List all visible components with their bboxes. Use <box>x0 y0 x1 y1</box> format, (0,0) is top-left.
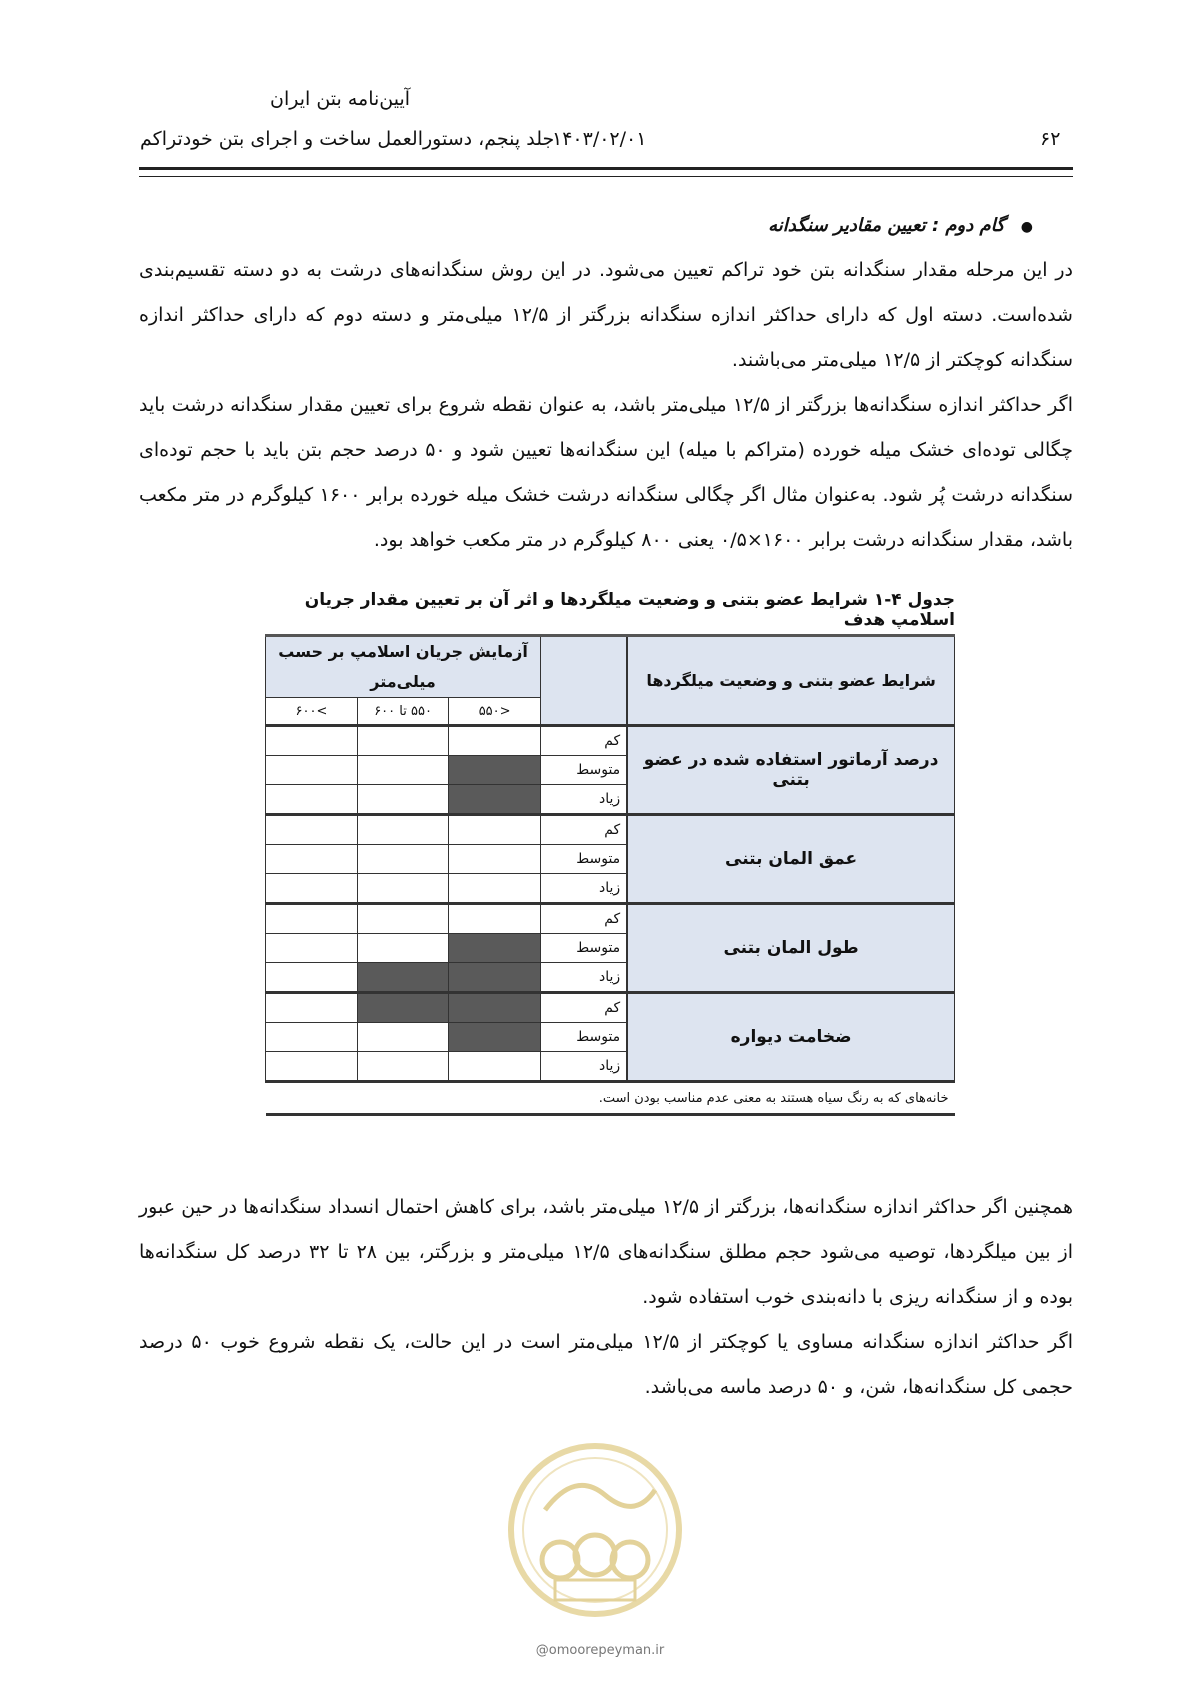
level-cell: متوسط <box>541 1023 628 1052</box>
suitable-cell <box>266 904 358 934</box>
suitable-cell <box>449 845 541 874</box>
level-cell: متوسط <box>541 756 628 785</box>
table-row <box>266 726 955 756</box>
level-cell: زیاد <box>541 1052 628 1082</box>
suitable-cell <box>266 756 358 785</box>
condition-cell: درصد آرماتور استفاده شده در عضو بتنی <box>627 726 954 815</box>
step-heading-line <box>139 204 1073 248</box>
suitable-cell <box>449 874 541 904</box>
level-cell: کم <box>541 815 628 845</box>
slump-range-header: >۶۰۰ <box>266 698 358 726</box>
condition-column-header: شرایط عضو بتنی و وضعیت میلگردها <box>627 636 954 726</box>
unsuitable-cell <box>449 934 541 963</box>
table-row <box>266 815 955 845</box>
unsuitable-cell <box>449 1023 541 1052</box>
suitable-cell <box>266 785 358 815</box>
unsuitable-cell <box>357 993 448 1023</box>
level-cell: کم <box>541 904 628 934</box>
table-row <box>266 904 955 934</box>
table-header-row <box>266 636 955 698</box>
slump-flow-table <box>265 634 955 1116</box>
suitable-cell <box>266 1023 358 1052</box>
unsuitable-cell <box>357 963 448 993</box>
suitable-cell <box>357 756 448 785</box>
level-cell: زیاد <box>541 963 628 993</box>
unsuitable-cell <box>449 756 541 785</box>
suitable-cell <box>357 934 448 963</box>
header-divider <box>139 167 1073 177</box>
gear-seal-logo-icon <box>505 1440 685 1620</box>
unsuitable-cell <box>449 963 541 993</box>
paragraph: اگر حداکثر اندازه سنگدانه‌ها بزرگتر از ۱۲/۵ میلی‌متر باشد، به عنوان نقطه شروع برای تعیین مقدار سنگدانه درشت باید چگالی توده‌ای خشک میله خورده (متراکم با میله) این سنگدانه‌ها تعیین شود و ۵۰ درصد حجم بتن باید با حجم توده‌ای سنگدانه درشت پُر شود. به‌عنوان مثال اگر چگالی سنگدانه درشت خشک میله خورده برابر ۱۶۰۰ کیلوگرم در متر مکعب باشد، مقدار سنگدانه درشت برابر ۱۶۰۰×۰/۵ یعنی ۸۰۰ کیلوگرم در متر مکعب خواهد بود. <box>139 394 1074 551</box>
suitable-cell <box>266 1052 358 1082</box>
condition-cell: عمق المان بتنی <box>627 815 954 904</box>
suitable-cell <box>266 874 358 904</box>
table-caption: جدول ۴-۱ شرایط عضو بتنی و وضعیت میلگردها و اثر آن بر تعیین مقدار جریان اسلامپ هدف <box>304 590 955 630</box>
suitable-cell <box>266 845 358 874</box>
suitable-cell <box>357 1023 448 1052</box>
level-cell: کم <box>541 726 628 756</box>
table-body <box>266 726 955 1082</box>
table-note-row <box>266 1082 955 1115</box>
document-date: ۱۴۰۳/۰۲/۰۱ <box>552 128 647 150</box>
suitable-cell <box>357 726 448 756</box>
suitable-cell <box>357 845 448 874</box>
bullet-icon: ● <box>1020 219 1033 235</box>
suitable-cell <box>449 1052 541 1082</box>
document-subtitle: جلد پنجم، دستورالعمل ساخت و اجرای بتن خودتراکم <box>140 128 555 150</box>
page-number: ۶۲ <box>1040 128 1061 150</box>
level-cell: متوسط <box>541 845 628 874</box>
page-header <box>0 0 1191 180</box>
suitable-cell <box>266 993 358 1023</box>
slump-range-header: ۵۵۰ تا ۶۰۰ <box>357 698 448 726</box>
suitable-cell <box>266 934 358 963</box>
paragraph: همچنین اگر حداکثر اندازه سنگدانه‌ها، بزرگتر از ۱۲/۵ میلی‌متر باشد، برای کاهش احتمال انسداد سنگدانه‌ها در حین عبور از بین میلگردها، توصیه می‌شود حجم مطلق سنگدانه‌های ۱۲/۵ میلی‌متر و بزرگتر، بین ۲۸ تا ۳۲ درصد کل سنگدانه‌ها بوده و از سنگدانه ریزی با دانه‌بندی خوب استفاده شود. <box>139 1196 1073 1308</box>
level-cell: زیاد <box>541 785 628 815</box>
level-cell: زیاد <box>541 874 628 904</box>
suitable-cell <box>357 874 448 904</box>
suitable-cell <box>357 785 448 815</box>
section-aggregate-notes <box>139 1185 1073 1410</box>
condition-cell: ضخامت دیواره <box>627 993 954 1082</box>
unsuitable-cell <box>449 785 541 815</box>
suitable-cell <box>357 815 448 845</box>
suitable-cell <box>266 815 358 845</box>
suitable-cell <box>449 815 541 845</box>
suitable-cell <box>357 1052 448 1082</box>
suitable-cell <box>449 726 541 756</box>
table-note: خانه‌های که به رنگ سیاه هستند به معنی عدم مناسب بودن است. <box>266 1082 955 1115</box>
suitable-cell <box>266 963 358 993</box>
paragraph: اگر حداکثر اندازه سنگدانه مساوی یا کوچکتر از ۱۲/۵ میلی‌متر است در این حالت، یک نقطه شروع خوب ۵۰ درصد حجمی کل سنگدانه‌ها، شن، و ۵۰ درصد ماسه می‌باشد. <box>139 1331 1073 1398</box>
table-row <box>266 993 955 1023</box>
suitable-cell <box>449 904 541 934</box>
section-aggregate-step <box>139 204 1073 563</box>
unsuitable-cell <box>449 993 541 1023</box>
suitable-cell <box>266 726 358 756</box>
slump-column-header: آزمایش جریان اسلامپ بر حسب میلی‌متر <box>266 636 541 698</box>
step-heading: گام دوم : تعیین مقادیر سنگدانه <box>768 215 1005 236</box>
level-cell: متوسط <box>541 934 628 963</box>
document-title: آیین‌نامه بتن ایران <box>270 88 411 110</box>
condition-cell: طول المان بتنی <box>627 904 954 993</box>
slump-range-header: <۵۵۰ <box>449 698 541 726</box>
paragraph: در این مرحله مقدار سنگدانه بتن خود تراکم تعیین می‌شود. در این روش سنگدانه‌های درشت به دو دسته تقسیم‌بندی شده‌است. دسته اول که دارای حداکثر اندازه سنگدانه بزرگتر از ۱۲/۵ میلی‌متر و دسته دوم که دارای حداکثر اندازه سنگدانه کوچکتر از ۱۲/۵ میلی‌متر می‌باشند. <box>139 259 1073 371</box>
level-cell: کم <box>541 993 628 1023</box>
level-column-header <box>541 636 628 726</box>
watermark-text: @omoorepeyman.ir <box>535 1643 665 1658</box>
suitable-cell <box>357 904 448 934</box>
